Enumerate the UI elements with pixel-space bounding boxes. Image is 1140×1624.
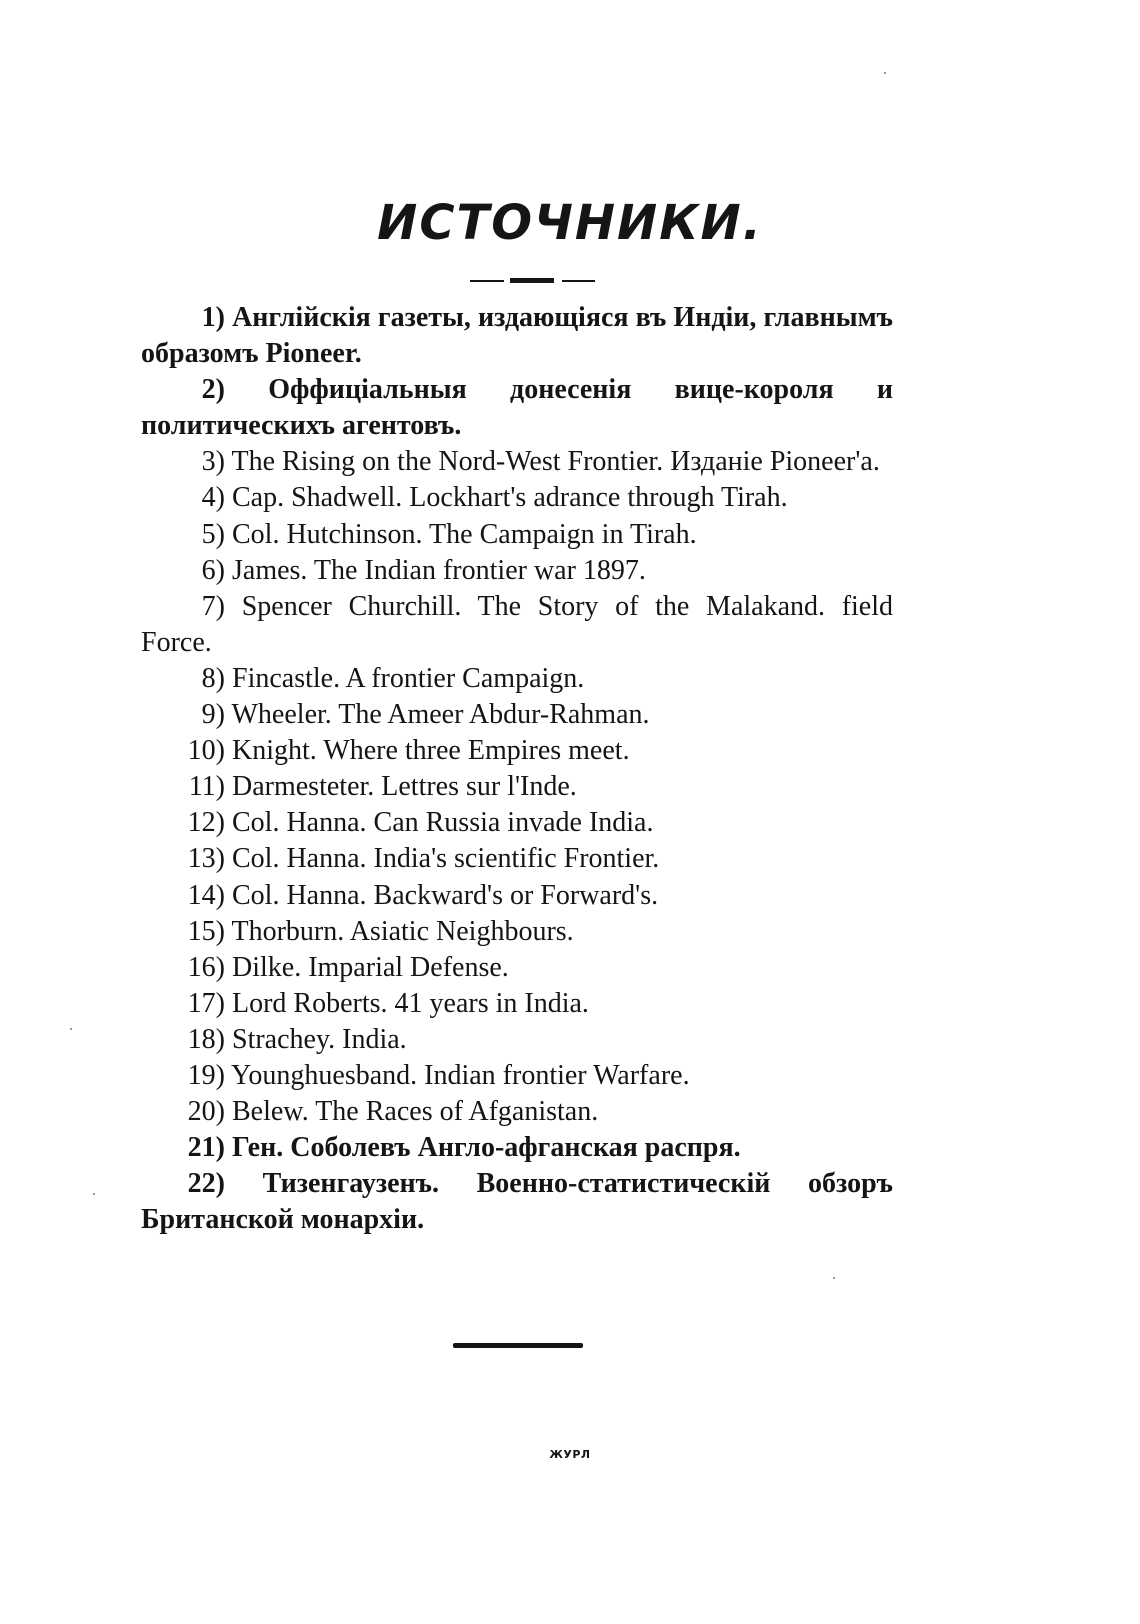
list-item: 13) Col. Hanna. India's scientific Frontier. bbox=[187, 843, 660, 875]
page-title: ИСТОЧНИКИ. bbox=[377, 195, 763, 251]
list-item: 8) Fincastle. A frontier Campaign. bbox=[201, 662, 585, 694]
list-item: 14) Col. Hanna. Backward's or Forward's. bbox=[187, 879, 659, 911]
list-item: 20) Belew. The Races of Afganistan. bbox=[187, 1096, 599, 1128]
list-item: 2) Оффиціальныя донесенія вице-короля и политическихъ агентовъ. bbox=[141, 374, 893, 442]
sources-list bbox=[141, 300, 893, 1238]
list-item: 19) Younghuesband. Indian frontier Warfare. bbox=[187, 1059, 690, 1091]
list-item: 11) Darmesteter. Lettres sur l'Inde. bbox=[188, 771, 577, 803]
list-item: 3) The Rising on the Nord-West Frontier. Изданіе Pioneer'a. bbox=[201, 446, 880, 478]
list-item: 4) Cap. Shadwell. Lockhart's adrance through Tirah. bbox=[201, 482, 788, 514]
list-item: 1) Англійскія газеты, издающіяся въ Индіи, главнымъ образомъ Pioneer. bbox=[141, 302, 894, 370]
title-ornament-rule bbox=[470, 278, 595, 284]
list-item: 16) Dilke. Imparial Defense. bbox=[187, 951, 509, 983]
closing-rule bbox=[453, 1343, 583, 1348]
list-item: 5) Col. Hutchinson. The Campaign in Tirah. bbox=[201, 518, 697, 550]
list-item: 7) Spencer Churchill. The Story of the Malakand. field Force. bbox=[141, 590, 894, 658]
paper-speck bbox=[70, 1028, 72, 1030]
list-item: 17) Lord Roberts. 41 years in India. bbox=[187, 987, 589, 1019]
list-item: 18) Strachey. India. bbox=[187, 1023, 407, 1055]
printer-mark: ЖУРЛ bbox=[549, 1448, 591, 1461]
list-item: 6) James. The Indian frontier war 1897. bbox=[201, 554, 646, 586]
list-item: 15) Thorburn. Asiatic Neighbours. bbox=[187, 915, 574, 947]
list-item: 12) Col. Hanna. Can Russia invade India. bbox=[187, 807, 654, 839]
list-item: 9) Wheeler. The Ameer Abdur-Rahman. bbox=[201, 699, 650, 731]
paper-speck bbox=[884, 72, 886, 74]
list-item: 22) Тизенгаузенъ. Военно-статистическій обзоръ Британской монархіи. bbox=[141, 1168, 893, 1236]
paper-speck bbox=[833, 1277, 835, 1279]
list-item: 21) Ген. Соболевъ Англо-афганская распря. bbox=[187, 1132, 741, 1164]
paper-speck bbox=[93, 1193, 95, 1195]
list-item: 10) Knight. Where three Empires meet. bbox=[187, 735, 630, 767]
